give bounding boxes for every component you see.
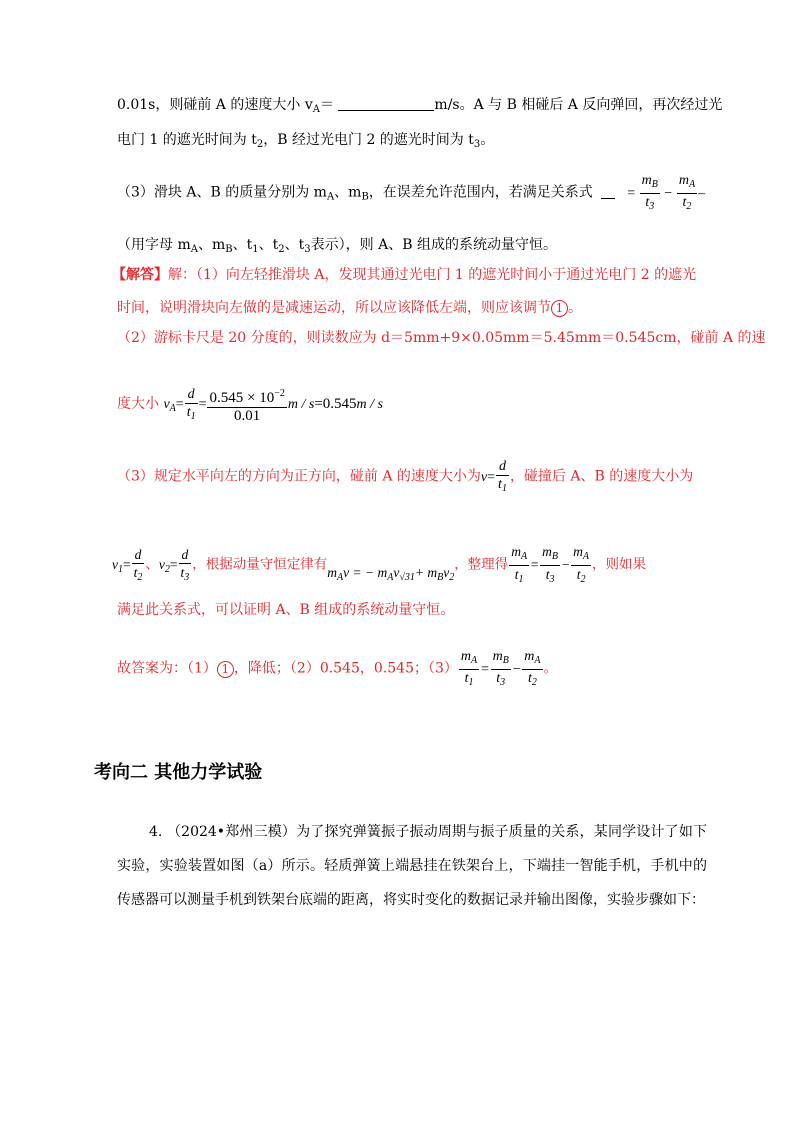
den: t bbox=[496, 671, 501, 686]
den: t bbox=[682, 195, 687, 210]
subscript: A bbox=[471, 655, 478, 666]
question-line-1 bbox=[117, 95, 722, 120]
var: v bbox=[158, 556, 165, 572]
subscript: A bbox=[387, 571, 394, 583]
subscript: A bbox=[190, 244, 198, 255]
answer-line-4 bbox=[117, 385, 383, 425]
subscript: 3 bbox=[184, 571, 190, 583]
subscript: 3 bbox=[500, 677, 506, 688]
answer-tag: 【解答】 bbox=[112, 267, 168, 283]
relation-formula bbox=[627, 173, 706, 212]
den: t bbox=[514, 567, 519, 582]
fraction bbox=[496, 458, 509, 497]
den: t bbox=[545, 567, 550, 582]
num: d bbox=[132, 546, 145, 564]
text: 、t bbox=[258, 237, 279, 253]
unit: m / s bbox=[356, 397, 383, 413]
fraction bbox=[677, 172, 697, 215]
den: 0.01 bbox=[234, 408, 261, 424]
subscript: 1 bbox=[118, 563, 123, 575]
text: 、t bbox=[232, 237, 253, 253]
fraction bbox=[571, 543, 591, 588]
text: ，根据动量守恒定律有 bbox=[192, 556, 328, 573]
answer-blank[interactable] bbox=[601, 184, 615, 199]
eq-sign: = bbox=[480, 661, 490, 677]
num: m bbox=[641, 173, 652, 188]
text: 。 bbox=[568, 300, 582, 316]
fraction bbox=[179, 546, 192, 586]
subscript: B bbox=[361, 191, 369, 203]
subscript: 2 bbox=[278, 244, 285, 255]
question-line-2 bbox=[117, 130, 494, 155]
eq-sign: = bbox=[627, 185, 636, 201]
text: 、t bbox=[284, 237, 305, 253]
problem-text: 4. （2024•郑州三模）为了探究弹簧振子振动周期与振子质量的关系，某同学设计了如下实验，实验装置如图（a）所示。轻质弹簧上端悬挂在铁架台上，下端挂一智能手机，手机中的传感器可以测量手机到铁架台底端的距离，将实时变化的数据记录并输出图像，实验步骤如下： bbox=[117, 824, 707, 908]
fraction bbox=[640, 172, 660, 215]
subscript: A bbox=[312, 104, 320, 115]
den: t bbox=[180, 564, 185, 580]
formula bbox=[458, 649, 544, 688]
num: m bbox=[678, 173, 689, 188]
text: ，碰撞后 A、B 的速度大小为 bbox=[509, 468, 694, 485]
den: t bbox=[186, 404, 191, 420]
formula bbox=[112, 546, 145, 583]
velocity-formula bbox=[163, 386, 383, 424]
subscript: 2 bbox=[686, 201, 692, 212]
text: 故答案为：（1） bbox=[117, 660, 217, 677]
section-title: 考向二 其他力学试验 bbox=[94, 762, 263, 783]
subscript: 3 bbox=[649, 201, 655, 212]
subscript: 3 bbox=[549, 574, 555, 585]
fraction bbox=[132, 546, 145, 586]
subscript: √31 bbox=[399, 571, 415, 583]
text: 、 bbox=[145, 556, 159, 573]
text: 、m bbox=[197, 237, 226, 253]
circled-number: 1 bbox=[217, 661, 234, 678]
text: 。 bbox=[543, 660, 558, 677]
num: d bbox=[185, 386, 198, 404]
text: 、m bbox=[334, 184, 362, 201]
subscript: A bbox=[688, 179, 696, 190]
var: v bbox=[480, 469, 488, 485]
text: ，降低；（2）0.545，0.545；（3） bbox=[233, 660, 458, 677]
text: 度大小 bbox=[117, 396, 159, 413]
text: ，则如果 bbox=[592, 556, 647, 573]
text: ＝ bbox=[319, 97, 339, 113]
subscript: B bbox=[551, 551, 559, 562]
text: 。 bbox=[480, 132, 495, 148]
superscript: −2 bbox=[274, 388, 285, 399]
text: ，在误差允许范围内，若满足关系式 bbox=[368, 184, 593, 201]
formula bbox=[158, 546, 192, 583]
subscript: B bbox=[437, 571, 444, 583]
answer-blank[interactable] bbox=[338, 96, 434, 111]
text: 0.01s，则碰前 A 的速度大小 v bbox=[117, 97, 313, 113]
minus-sign: − bbox=[561, 556, 571, 572]
subscript: 2 bbox=[580, 574, 586, 585]
problem-4 bbox=[117, 815, 707, 917]
subscript: 2 bbox=[531, 677, 537, 688]
subscript: A bbox=[534, 655, 541, 666]
subscript: 1 bbox=[190, 410, 196, 422]
var: v bbox=[443, 564, 450, 580]
unit: m / s bbox=[287, 397, 315, 413]
den: t bbox=[527, 671, 532, 686]
minus-sign: − bbox=[664, 185, 673, 201]
question-line-3 bbox=[117, 172, 705, 215]
fraction bbox=[207, 385, 286, 425]
var: m bbox=[327, 564, 338, 580]
fraction bbox=[522, 648, 542, 691]
subscript: A bbox=[520, 551, 528, 562]
eq-sign: = bbox=[530, 556, 540, 572]
subscript: A bbox=[582, 551, 590, 562]
num: m bbox=[573, 544, 583, 559]
var: v = − m bbox=[343, 564, 388, 580]
subscript: B bbox=[502, 655, 509, 666]
subscript: 2 bbox=[449, 571, 455, 583]
subscript: B bbox=[651, 179, 658, 190]
den: t bbox=[498, 477, 502, 492]
num: m bbox=[524, 649, 535, 664]
text: （用字母 m bbox=[117, 237, 191, 253]
fraction bbox=[540, 543, 560, 588]
num: d bbox=[179, 546, 192, 564]
text: （3）滑块 A、B 的质量分别为 m bbox=[117, 184, 327, 201]
num: m bbox=[511, 544, 521, 559]
eq-sign: = bbox=[169, 556, 178, 572]
text: 时间，说明滑块向左做的是减速运动，所以应该降低左端，则应该调节 bbox=[117, 300, 551, 316]
text: – bbox=[698, 185, 706, 201]
final-answer-line bbox=[117, 648, 558, 691]
eq-sign: = bbox=[123, 556, 131, 572]
num: d bbox=[496, 458, 509, 476]
eq-sign: = bbox=[175, 397, 184, 413]
var: v bbox=[163, 397, 170, 413]
subscript: A bbox=[326, 191, 335, 203]
value: =0.545 bbox=[314, 396, 357, 413]
var: v bbox=[393, 564, 400, 580]
subscript: B bbox=[225, 244, 233, 255]
num: 0.545 × 10 bbox=[209, 390, 275, 406]
subscript: 2 bbox=[137, 571, 143, 583]
subscript: 3 bbox=[473, 139, 481, 150]
text: 解：（1）向左轻推滑块 A，发现其通过光电门 1 的遮光时间小于通过光电门 2 的遮光 bbox=[168, 267, 697, 283]
fraction bbox=[509, 543, 529, 588]
var: v bbox=[112, 556, 118, 572]
text: （2）游标卡尺是 20 分度的，则读数应为 d＝5mm+9×0.05mm＝5.45mm＝0.545cm，碰前 A 的速 bbox=[117, 330, 766, 346]
circled-number: 1 bbox=[551, 300, 568, 317]
answer-line-6 bbox=[112, 543, 646, 588]
momentum-formula bbox=[327, 564, 455, 583]
var: + m bbox=[414, 564, 438, 580]
answer-line-1 bbox=[112, 265, 696, 285]
fraction bbox=[491, 648, 511, 691]
subscript: 1 bbox=[501, 483, 507, 494]
den: t bbox=[576, 567, 581, 582]
den: t bbox=[464, 671, 469, 686]
text: ，B 经过光电门 2 的遮光时间为 t bbox=[263, 132, 474, 148]
answer-line-3 bbox=[117, 328, 766, 348]
eq-sign: = bbox=[487, 469, 496, 485]
fraction bbox=[185, 386, 198, 425]
question-line-4 bbox=[117, 235, 557, 260]
formula bbox=[508, 544, 592, 585]
minus-sign: − bbox=[511, 661, 522, 677]
den: t bbox=[645, 195, 650, 210]
answer-line-7 bbox=[117, 600, 454, 620]
subscript: A bbox=[337, 571, 344, 583]
text: 满足此关系式，可以证明 A、B 组成的系统动量守恒。 bbox=[117, 602, 455, 618]
num: m bbox=[542, 544, 552, 559]
subscript: A bbox=[169, 403, 176, 415]
fraction bbox=[459, 648, 479, 691]
num: m bbox=[460, 649, 472, 664]
answer-line-2 bbox=[117, 298, 582, 318]
den: t bbox=[133, 564, 138, 580]
text: ，整理得 bbox=[454, 556, 509, 573]
text: （3）规定水平向左的方向为正方向，碰前 A 的速度大小为 bbox=[117, 468, 481, 485]
eq-sign: = bbox=[198, 397, 207, 413]
subscript: 1 bbox=[468, 677, 474, 688]
num: m bbox=[492, 649, 503, 664]
answer-line-5 bbox=[117, 458, 693, 497]
text: 表示），则 A、B 组成的系统动量守恒。 bbox=[310, 237, 557, 253]
subscript: 1 bbox=[252, 244, 259, 255]
subscript: 1 bbox=[518, 574, 524, 585]
text: m/s。A 与 B 相碰后 A 反向弹回，再次经过光 bbox=[434, 97, 723, 113]
formula bbox=[480, 459, 510, 494]
text: 电门 1 的遮光时间为 t bbox=[117, 132, 257, 148]
subscript: 2 bbox=[164, 563, 170, 575]
subscript: 3 bbox=[304, 244, 311, 255]
subscript: 2 bbox=[256, 139, 264, 150]
